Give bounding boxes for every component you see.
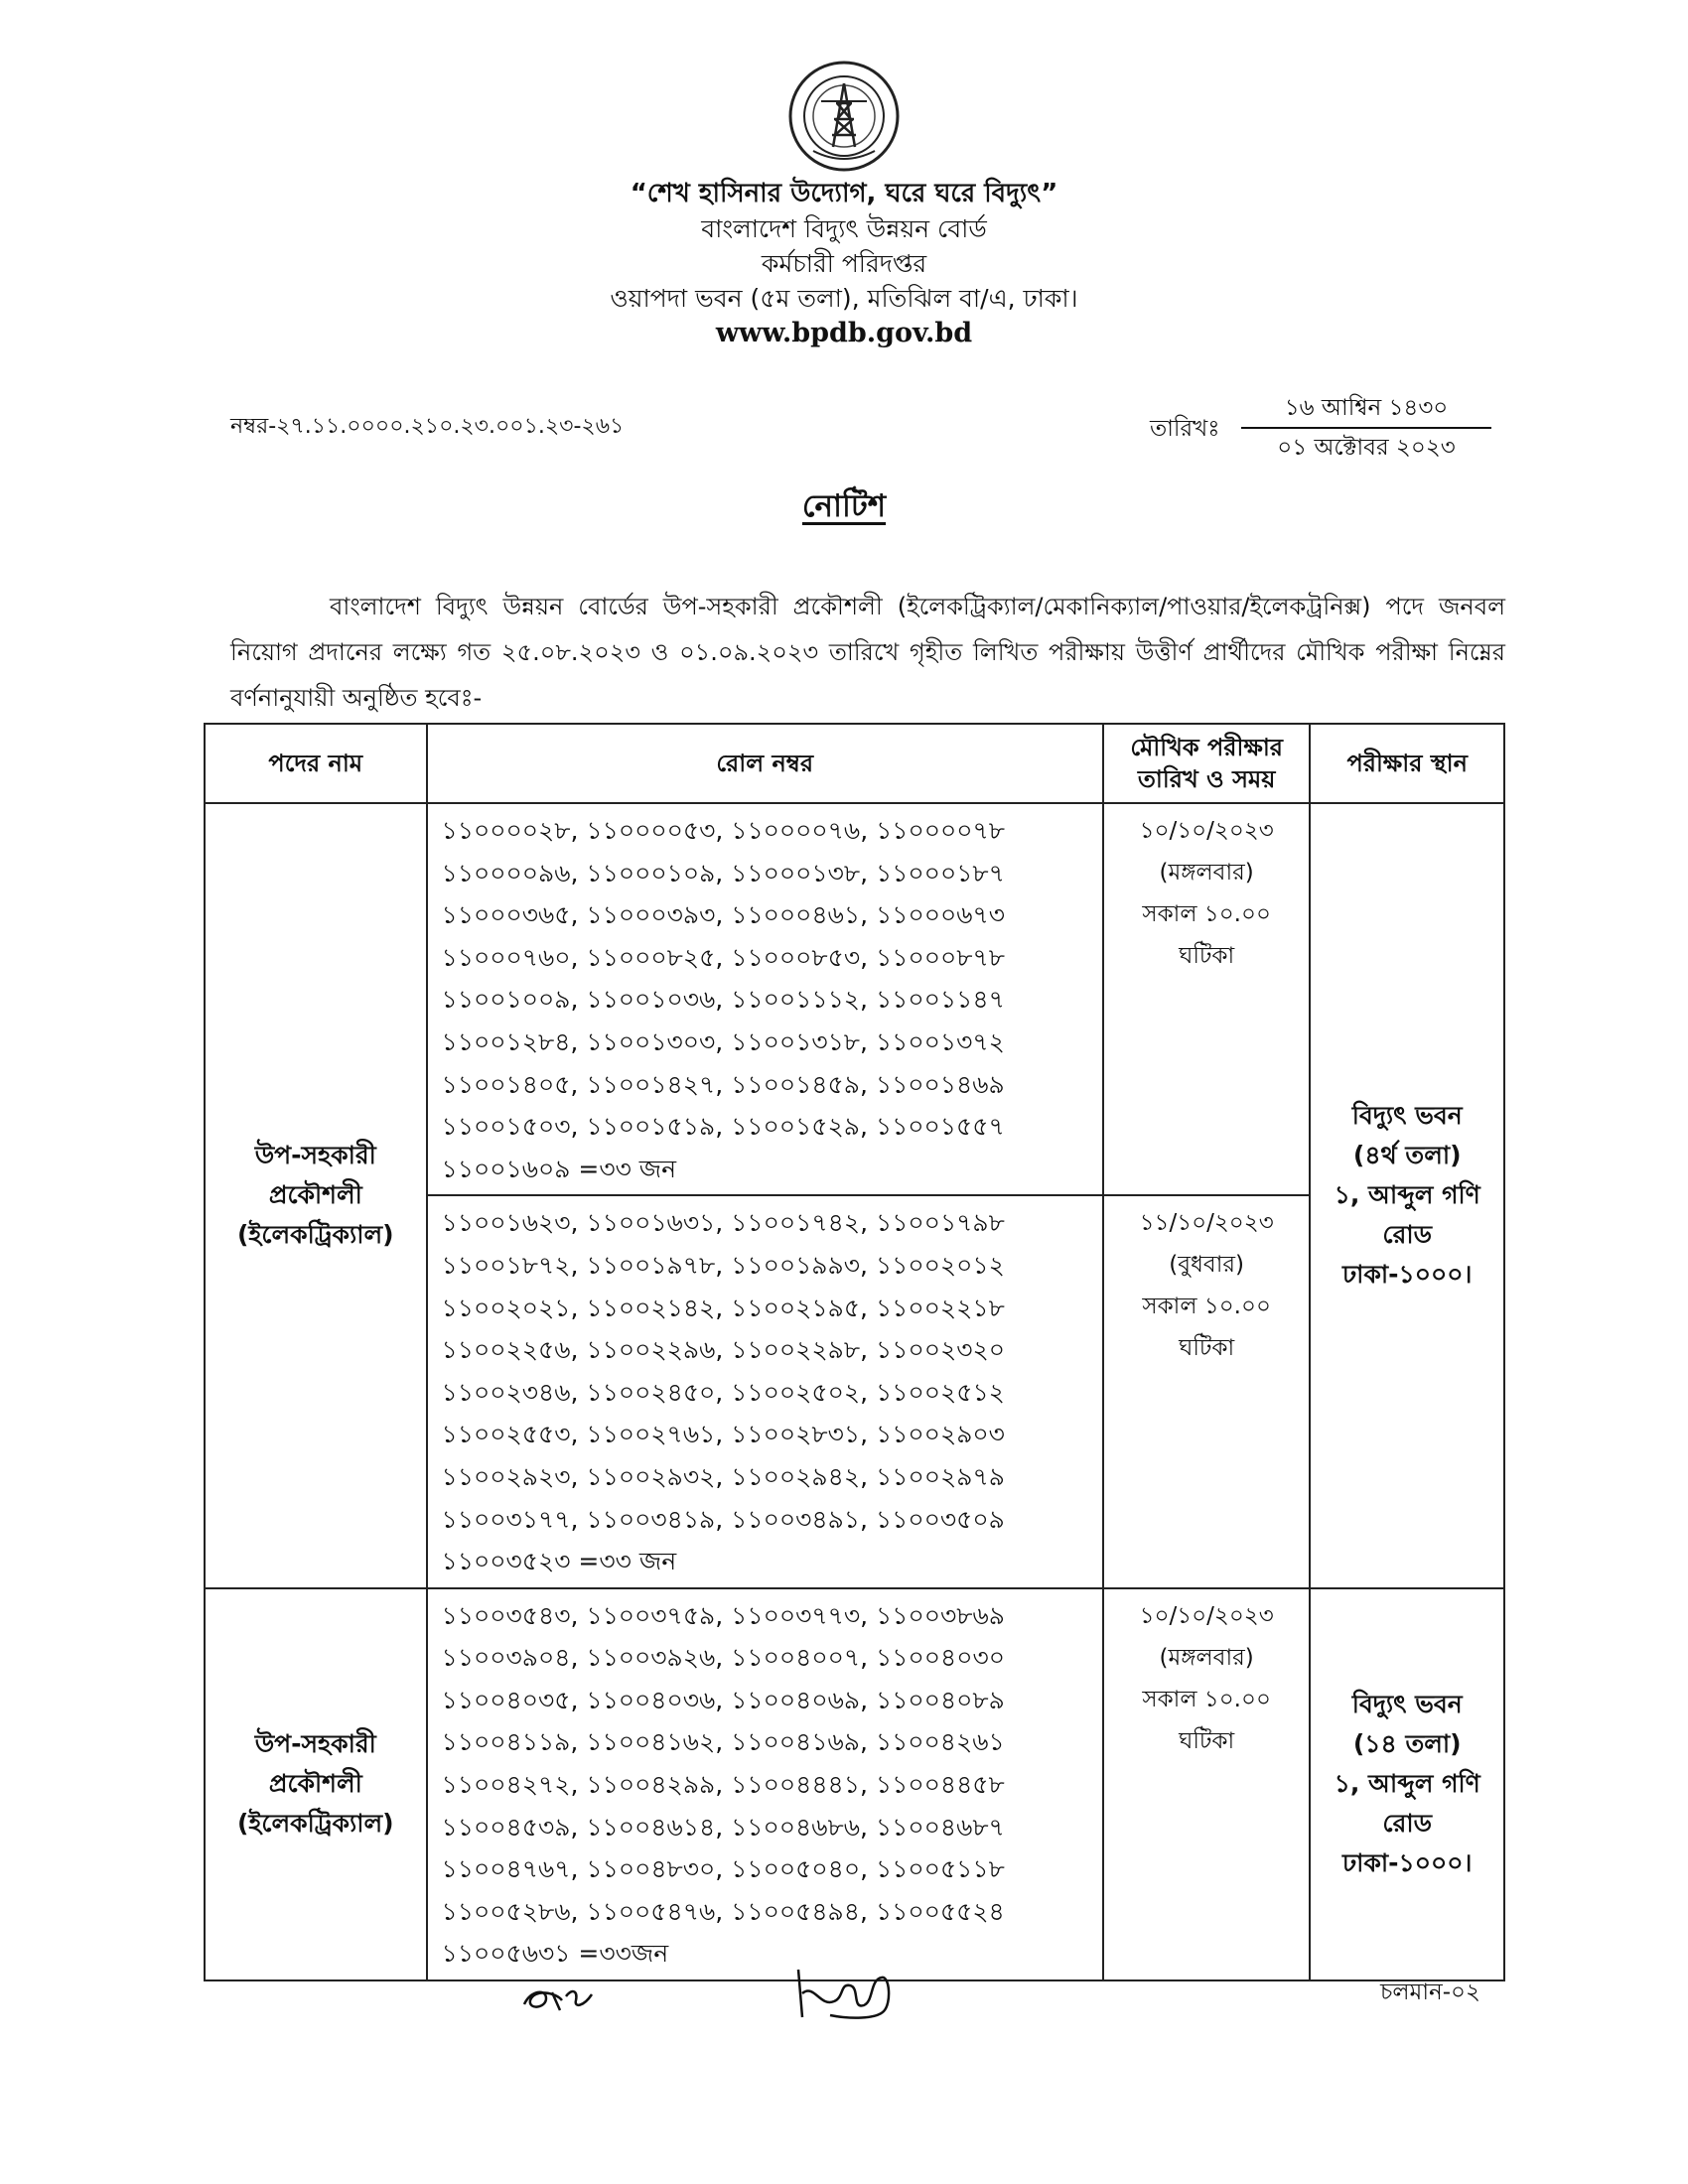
header-time-line2: তারিখ ও সময়	[1137, 765, 1276, 793]
table-row	[205, 1588, 1504, 1980]
venue-line: ১, আব্দুল গণি	[1334, 1769, 1480, 1799]
venue-line: ১, আব্দুল গণি	[1334, 1180, 1480, 1210]
roll-line: ১১০০৪০৩৫, ১১০০৪০৩৬, ১১০০৪০৬৯, ১১০০৪০৮৯	[441, 1685, 1005, 1714]
schedule-cell	[1103, 1588, 1311, 1980]
roll-cell	[427, 803, 1103, 1195]
interview-time: সকাল ১০.০০	[1142, 1686, 1271, 1712]
header-venue: পরীক্ষার স্থান	[1310, 724, 1504, 803]
schedule-cell	[1103, 803, 1311, 1195]
interview-time-unit: ঘটিকা	[1179, 943, 1235, 969]
roll-line: ১১০০২৫৫৩, ১১০০২৭৬১, ১১০০২৮৩১, ১১০০২৯০৩	[441, 1420, 1005, 1449]
roll-line: ১১০০২৩৪৬, ১১০০২৪৫০, ১১০০২৫০২, ১১০০২৫১২	[441, 1377, 1005, 1407]
table-row	[205, 803, 1504, 1195]
post-cell	[205, 1588, 427, 1980]
roll-line: ১১০০৩৯০৪, ১১০০৩৯২৬, ১১০০৪০০৭, ১১০০৪০৩০	[441, 1643, 1005, 1673]
roll-line: ১১০০৫২৮৬, ১১০০৫৪৭৬, ১১০০৫৪৯৪, ১১০০৫৫২৪	[441, 1896, 1005, 1926]
venue-line: (৪র্থ তলা)	[1352, 1141, 1462, 1170]
interview-time: সকাল ১০.০০	[1142, 901, 1271, 927]
roll-total: ১১০০১৬০৯ =৩৩ জন	[441, 1154, 677, 1183]
interview-date: ১০/১০/২০২৩	[1139, 1602, 1274, 1629]
roll-line: ১১০০০৭৬০, ১১০০০৮২৫, ১১০০০৮৫৩, ১১০০০৮৭৮	[441, 942, 1005, 972]
date-english: ০১ অক্টোবর ২০২৩	[1277, 435, 1456, 461]
venue-line: রোড	[1382, 1809, 1432, 1839]
interview-day: (মঙ্গলবার)	[1159, 860, 1254, 886]
date-bangla: ১৬ আশ্বিন ১৪৩০	[1241, 393, 1491, 429]
notice-title: নোটিশ	[801, 488, 887, 524]
venue-line: (১৪ তলা)	[1352, 1729, 1462, 1759]
signature-icon	[790, 1964, 910, 2023]
roll-line: ১১০০৪২৭২, ১১০০৪২৯৯, ১১০০৪৪৪১, ১১০০৪৪৫৮	[441, 1770, 1005, 1800]
venue-line: ঢাকা-১০০০।	[1341, 1260, 1473, 1290]
interview-date: ১১/১০/২০২৩	[1139, 1210, 1274, 1237]
venue-cell	[1310, 1588, 1504, 1980]
slogan: “শেখ হাসিনার উদ্যোগ, ঘরে ঘরে বিদ্যুৎ”	[630, 179, 1058, 208]
roll-line: ১১০০২৯২৩, ১১০০২৯৩২, ১১০০২৯৪২, ১১০০২৯৭৯	[441, 1461, 1005, 1491]
post-line: (ইলেকট্রিক্যাল)	[237, 1809, 394, 1839]
interview-time: সকাল ১০.০০	[1142, 1294, 1271, 1320]
roll-line: ১১০০১৬২৩, ১১০০১৬৩১, ১১০০১৭৪২, ১১০০১৭৯৮	[441, 1208, 1005, 1238]
interview-day: (বুধবার)	[1169, 1252, 1245, 1279]
venue-line: রোড	[1382, 1220, 1432, 1250]
continued-page-indicator: চলমান-০২	[1380, 1979, 1480, 2005]
bpdb-emblem-icon	[787, 60, 901, 173]
post-line: উপ-সহকারী	[254, 1729, 376, 1759]
memo-date	[1241, 393, 1491, 467]
roll-line: ১১০০৩১৭৭, ১১০০৩৪১৯, ১১০০৩৪৯১, ১১০০৩৫০৯	[441, 1504, 1005, 1534]
post-cell	[205, 803, 427, 1588]
table-header-row	[205, 724, 1504, 803]
header-post: পদের নাম	[205, 724, 427, 803]
header-time-line1: মৌখিক পরীক্ষার	[1130, 734, 1283, 761]
post-line: (ইলেকট্রিক্যাল)	[237, 1220, 394, 1250]
interview-time-unit: ঘটিকা	[1179, 1727, 1235, 1754]
post-line: প্রকৌশলী	[268, 1769, 362, 1799]
roll-line: ১১০০০৩৬৫, ১১০০০৩৯৩, ১১০০০৪৬১, ১১০০০৬৭৩	[441, 900, 1005, 930]
website-link[interactable]: www.bpdb.gov.bd	[715, 318, 973, 348]
header-roll: রোল নম্বর	[427, 724, 1103, 803]
header-time	[1103, 724, 1311, 803]
department-name: কর্মচারী পরিদপ্তর	[761, 249, 927, 278]
roll-line: ১১০০০০৯৬, ১১০০০১০৯, ১১০০০১৩৮, ১১০০০১৮৭	[441, 858, 1005, 887]
interview-date: ১০/১০/২০২৩	[1139, 818, 1274, 844]
roll-line: ১১০০৩৫৪৩, ১১০০৩৭৫৯, ১১০০৩৭৭৩, ১১০০৩৮৬৯	[441, 1600, 1005, 1630]
roll-line: ১১০০৪৭৬৭, ১১০০৪৮৩০, ১১০০৫০৪০, ১১০০৫১১৮	[441, 1854, 1005, 1884]
roll-cell	[427, 1195, 1103, 1587]
post-line: প্রকৌশলী	[268, 1180, 362, 1210]
office-address: ওয়াপদা ভবন (৫ম তলা), মতিঝিল বা/এ, ঢাকা।	[610, 284, 1078, 313]
letterhead	[0, 177, 1688, 350]
roll-line: ১১০০২২৫৬, ১১০০২২৯৬, ১১০০২২৯৮, ১১০০২৩২০	[441, 1335, 1005, 1365]
roll-line: ১১০০২০২১, ১১০০২১৪২, ১১০০২১৯৫, ১১০০২২১৮	[441, 1293, 1005, 1322]
notice-title-wrap	[0, 482, 1688, 534]
roll-total: ১১০০৩৫২৩ =৩৩ জন	[441, 1547, 677, 1576]
roll-line: ১১০০৪১১৯, ১১০০৪১৬২, ১১০০৪১৬৯, ১১০০৪২৬১	[441, 1727, 1005, 1757]
interview-schedule-table	[204, 723, 1505, 1981]
interview-time-unit: ঘটিকা	[1179, 1335, 1235, 1362]
schedule-cell	[1103, 1195, 1311, 1587]
roll-line: ১১০০৪৫৩৯, ১১০০৪৬১৪, ১১০০৪৬৮৬, ১১০০৪৬৮৭	[441, 1812, 1005, 1842]
venue-line: ঢাকা-১০০০।	[1341, 1848, 1473, 1878]
roll-total: ১১০০৫৬৩১ =৩৩জন	[441, 1939, 669, 1969]
roll-line: ১১০০১২৮৪, ১১০০১৩০৩, ১১০০১৩১৮, ১১০০১৩৭২	[441, 1026, 1005, 1056]
organization-name: বাংলাদেশ বিদ্যুৎ উন্নয়ন বোর্ড	[701, 214, 987, 243]
venue-line: বিদ্যুৎ ভবন	[1351, 1101, 1463, 1131]
post-line: উপ-সহকারী	[254, 1141, 376, 1170]
intro-paragraph: বাংলাদেশ বিদ্যুৎ উন্নয়ন বোর্ডের উপ-সহকারী প্রকৌশলী (ইলেকট্রিক্যাল/মেকানিক্যাল/পাওয়ার/ইলেকট্রনিক্স) পদে জনবল নিয়োগ প্রদানের লক্ষ্যে গত ২৫.০৮.২০২৩ ও ০১.০৯.২০২৩ তারিখে গৃহীত লিখিত পরীক্ষায় উত্তীর্ণ প্রার্থীদের মৌখিক পরীক্ষা নিম্নের বর্ণনানুযায়ী অনুষ্ঠিত হবেঃ-	[230, 593, 1505, 712]
venue-line: বিদ্যুৎ ভবন	[1351, 1690, 1463, 1719]
initial-signature-icon	[516, 1971, 616, 2020]
roll-cell	[427, 1588, 1103, 1980]
roll-line: ১১০০১০০৯, ১১০০১০৩৬, ১১০০১১১২, ১১০০১১৪৭	[441, 985, 1005, 1015]
roll-line: ১১০০০০২৮, ১১০০০০৫৩, ১১০০০০৭৬, ১১০০০০৭৮	[441, 816, 1006, 845]
memo-number: নম্বর-২৭.১১.০০০০.২১০.২৩.০০১.২৩-২৬১	[230, 414, 625, 439]
interview-day: (মঙ্গলবার)	[1159, 1644, 1254, 1671]
date-label: তারিখঃ	[1150, 416, 1220, 442]
venue-cell	[1310, 803, 1504, 1588]
roll-line: ১১০০১৪০৫, ১১০০১৪২৭, ১১০০১৪৫৯, ১১০০১৪৬৯	[441, 1069, 1005, 1099]
roll-line: ১১০০১৮৭২, ১১০০১৯৭৮, ১১০০১৯৯৩, ১১০০২০১২	[441, 1250, 1005, 1280]
roll-line: ১১০০১৫০৩, ১১০০১৫১৯, ১১০০১৫২৯, ১১০০১৫৫৭	[441, 1112, 1005, 1142]
